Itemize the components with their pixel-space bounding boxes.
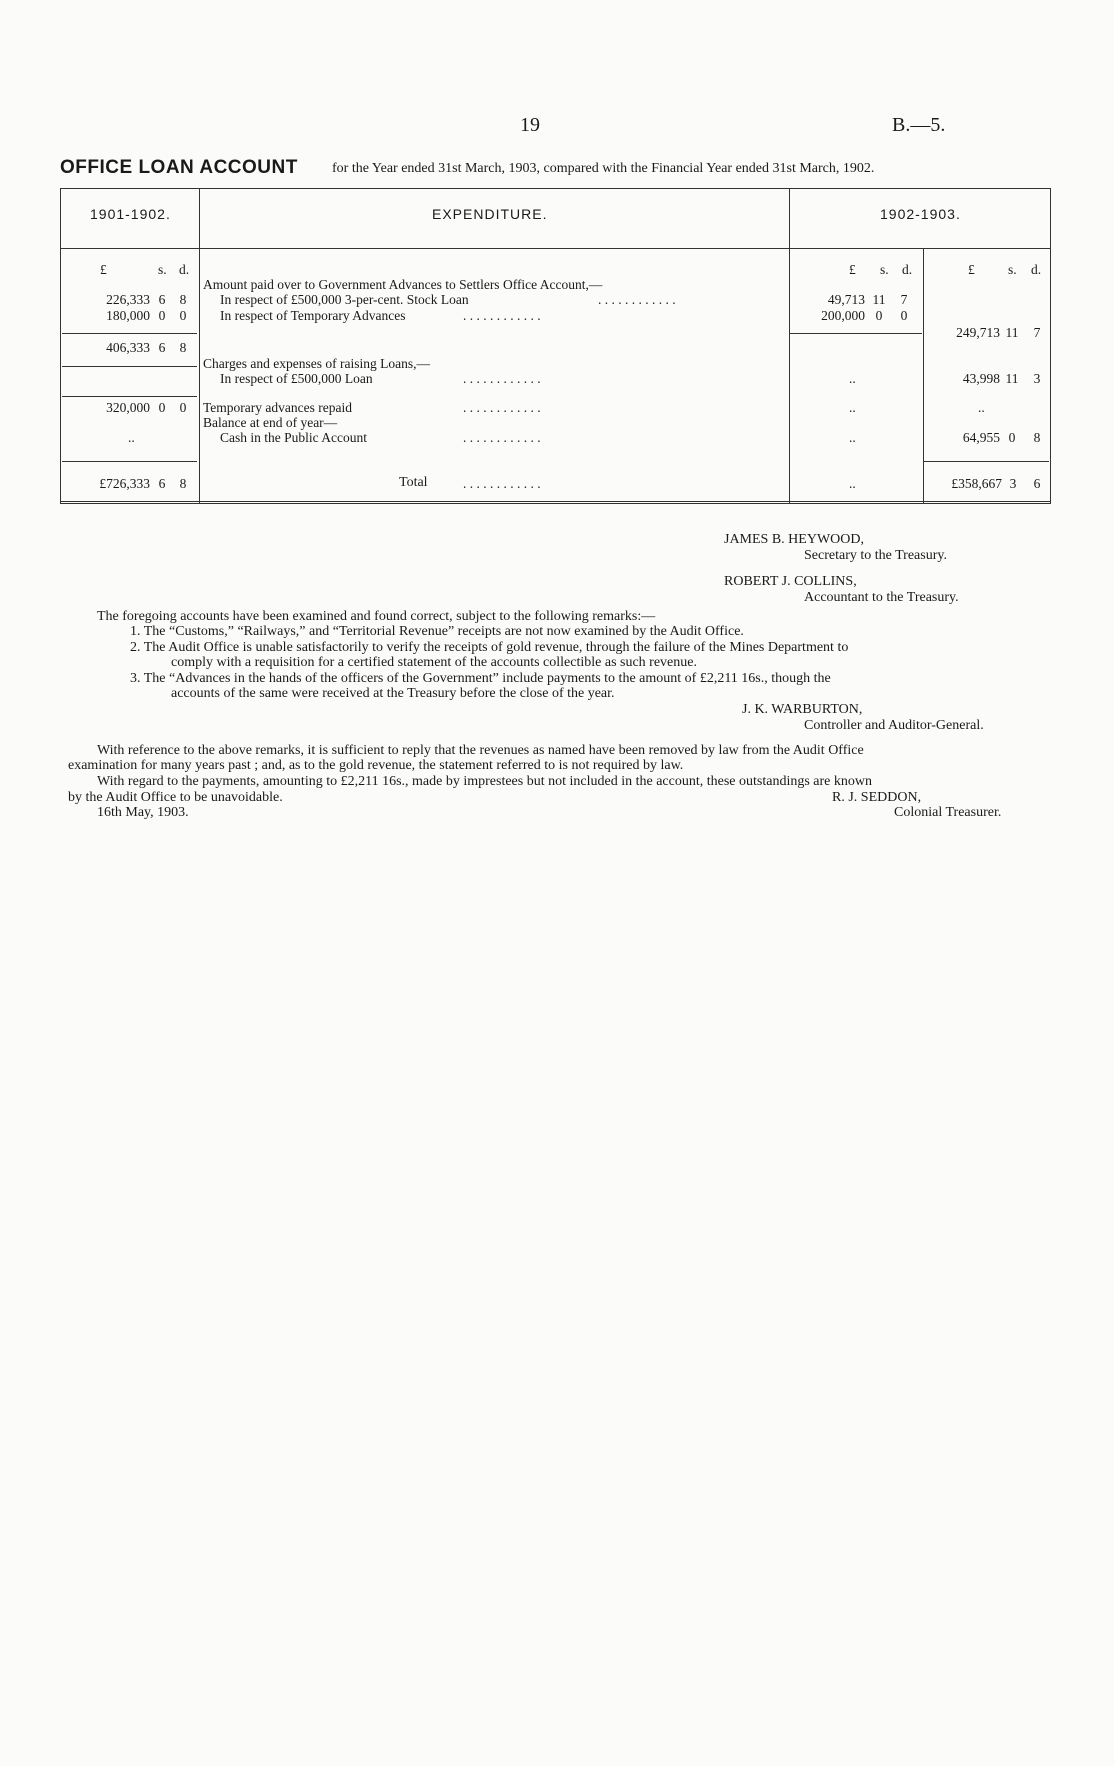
unit-shilling: s.: [880, 262, 889, 277]
dot-leader: . . . . . . . . . . . .: [463, 308, 541, 323]
dot-leader: . . . . . . . . . . . .: [463, 371, 541, 386]
empty-amount: ..: [128, 430, 135, 445]
remark-item: 2. The Audit Office is unable satisfactorily to verify the receipts of gold revenue, through the failure of the Mines Department to: [130, 640, 849, 655]
dot-leader: . . . . . . . . . . . .: [463, 430, 541, 445]
amount-shillings: 6: [158, 340, 166, 355]
amount-pence: 8: [179, 340, 187, 355]
total-pence: 6: [1033, 476, 1041, 491]
empty-amount: ..: [978, 400, 985, 415]
empty-amount: ..: [849, 476, 856, 491]
unit-pence: d.: [902, 262, 913, 277]
empty-amount: ..: [849, 371, 856, 386]
reply-paragraph: by the Audit Office to be unavoidable.: [68, 790, 283, 805]
reply-date: 16th May, 1903.: [97, 805, 189, 820]
page-number: 19: [520, 114, 540, 136]
total-pounds: £726,333: [99, 476, 150, 491]
dot-leader: . . . . . . . . . . . .: [463, 400, 541, 415]
amount-shillings: 11: [1005, 371, 1019, 386]
signer-collins-name: ROBERT J. COLLINS,: [724, 574, 857, 589]
total-label: Total: [399, 475, 428, 490]
line-desc: In respect of Temporary Advances: [220, 308, 406, 323]
unit-shilling: s.: [1008, 262, 1017, 277]
col-header-1902: 1902-1903.: [880, 206, 961, 222]
amount-pence: 7: [1033, 325, 1041, 340]
amount-pounds: 226,333: [106, 292, 150, 307]
amount-shillings: 0: [158, 400, 166, 415]
treasurer-name: R. J. SEDDON,: [832, 790, 922, 805]
amount-pence: 8: [179, 292, 187, 307]
amount-pence: 0: [179, 308, 187, 323]
total-pence: 8: [179, 476, 187, 491]
amount-pence: 3: [1033, 371, 1041, 386]
unit-pence: d.: [179, 262, 190, 277]
line-desc: In respect of £500,000 3-per-cent. Stock Loan: [220, 292, 469, 307]
amount-pounds: 49,713: [827, 292, 865, 307]
amount-pounds: 320,000: [106, 400, 150, 415]
line-desc: Amount paid over to Government Advances to Settlers Office Account,—: [203, 277, 603, 292]
amount-pounds: 43,998: [962, 371, 1000, 386]
amount-pounds: 249,713: [956, 325, 1000, 340]
dot-leader: . . . . . . . . . . . .: [463, 476, 541, 491]
unit-shilling: s.: [158, 262, 167, 277]
amount-pounds: 200,000: [821, 308, 865, 323]
amount-pounds: 406,333: [106, 340, 150, 355]
amount-pounds: 180,000: [106, 308, 150, 323]
reply-paragraph: With regard to the payments, amounting to £2,211 16s., made by imprestees but not included in the account, these outstandings are known: [97, 774, 872, 789]
unit-pound: £: [968, 262, 975, 277]
amount-shillings: 0: [1008, 430, 1016, 445]
reply-paragraph: With reference to the above remarks, it is sufficient to reply that the revenues as named have been removed by law from the Audit Office: [97, 743, 864, 758]
amount-pence: 7: [900, 292, 908, 307]
account-title: OFFICE LOAN ACCOUNT: [60, 157, 298, 178]
unit-pound: £: [100, 262, 107, 277]
amount-shillings: 11: [872, 292, 886, 307]
unit-pence: d.: [1031, 262, 1042, 277]
account-subtitle: for the Year ended 31st March, 1903, compared with the Financial Year ended 31st March, 1902.: [332, 161, 875, 176]
line-desc: Cash in the Public Account: [220, 430, 367, 445]
amount-shillings: 0: [875, 308, 883, 323]
remark-item: accounts of the same were received at the Treasury before the close of the year.: [171, 686, 615, 701]
dot-leader: . . . . . . . . . . . .: [598, 292, 676, 307]
amount-shillings: 11: [1005, 325, 1019, 340]
signer-collins-title: Accountant to the Treasury.: [804, 590, 959, 605]
signer-heywood-title: Secretary to the Treasury.: [804, 548, 947, 563]
amount-shillings: 6: [158, 292, 166, 307]
col-header-1901: 1901-1902.: [90, 206, 171, 222]
treasurer-title: Colonial Treasurer.: [894, 805, 1002, 820]
line-desc: Balance at end of year—: [203, 415, 338, 430]
remark-item: comply with a requisition for a certified statement of the accounts collectible as such revenue.: [171, 655, 697, 670]
amount-pence: 0: [179, 400, 187, 415]
remark-item: 3. The “Advances in the hands of the officers of the Government” include payments to the amount of £2,211 16s., though the: [130, 671, 831, 686]
amount-shillings: 0: [158, 308, 166, 323]
amount-pounds: 64,955: [962, 430, 1000, 445]
auditor-title: Controller and Auditor-General.: [804, 718, 984, 733]
line-desc: In respect of £500,000 Loan: [220, 371, 373, 386]
col-header-expenditure: EXPENDITURE.: [432, 206, 548, 222]
empty-amount: ..: [849, 430, 856, 445]
empty-amount: ..: [849, 400, 856, 415]
unit-pound: £: [849, 262, 856, 277]
total-pounds: £358,667: [951, 476, 1002, 491]
remarks-intro: The foregoing accounts have been examined and found correct, subject to the following remarks:—: [97, 609, 656, 624]
amount-pence: 8: [1033, 430, 1041, 445]
document-reference: B.—5.: [892, 114, 946, 136]
reply-paragraph: examination for many years past ; and, as to the gold revenue, the statement referred to is not required by law.: [68, 758, 684, 773]
line-desc: Charges and expenses of raising Loans,—: [203, 356, 430, 371]
total-shillings: 6: [158, 476, 166, 491]
line-desc: Temporary advances repaid: [203, 400, 352, 415]
total-shillings: 3: [1009, 476, 1017, 491]
signer-heywood-name: JAMES B. HEYWOOD,: [724, 532, 864, 547]
amount-pence: 0: [900, 308, 908, 323]
remark-item: 1. The “Customs,” “Railways,” and “Territorial Revenue” receipts are not now examined by the Audit Office.: [130, 624, 744, 639]
auditor-name: J. K. WARBURTON,: [742, 702, 863, 717]
